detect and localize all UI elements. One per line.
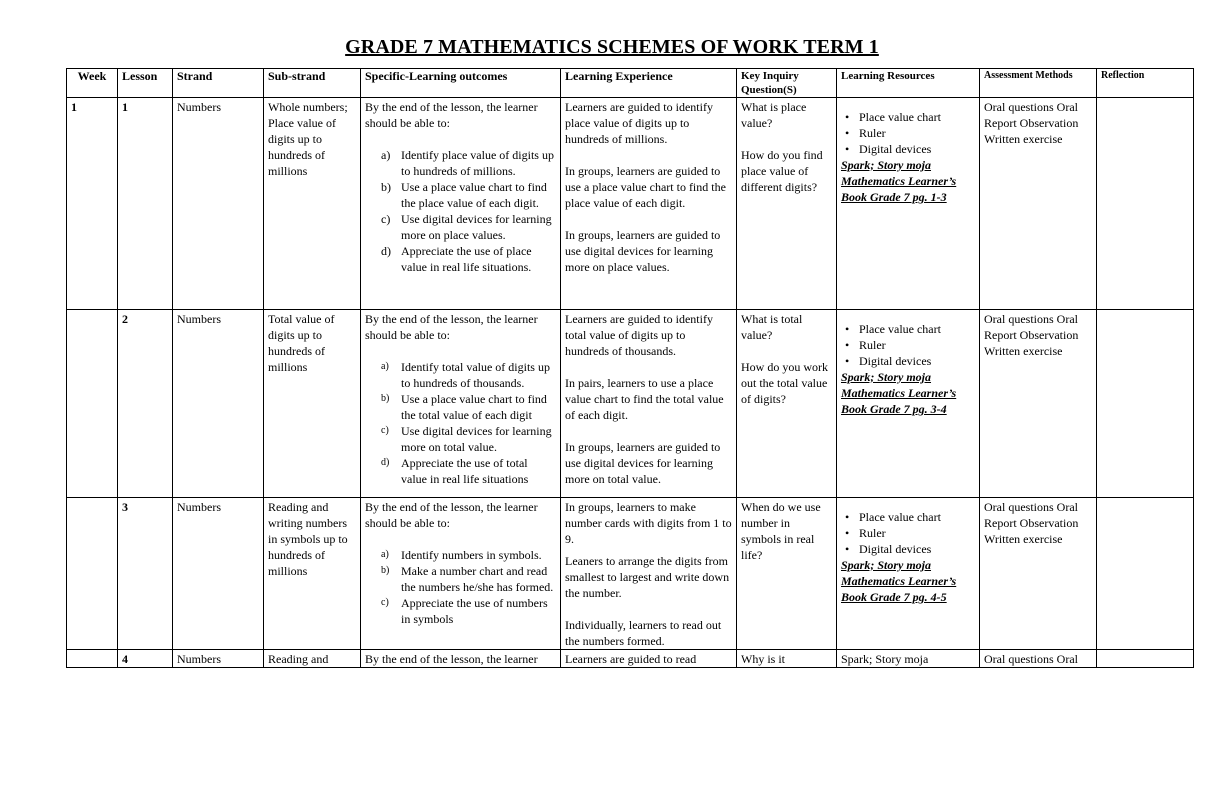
- experience-paragraph: In groups, learners are guided to use digital devices for learning more on total value.: [565, 440, 721, 486]
- textbook-reference: Spark; Story moja Mathematics Learner’s Book Grade 7 pg. 4-5: [841, 558, 957, 604]
- header-reflection: Reflection: [1097, 69, 1194, 98]
- list-item: a) Identify numbers in symbols.: [381, 548, 542, 562]
- inquiry-cell: [737, 310, 837, 498]
- list-item: • Ruler: [859, 525, 975, 541]
- outcomes-list: [365, 359, 556, 487]
- list-item: • Ruler: [859, 125, 975, 141]
- list-item: • Digital devices: [859, 541, 975, 557]
- sub-strand-cell: Reading and writing numbers in symbols up to hundreds of millions: [264, 498, 361, 650]
- experience-cell: Learners are guided to read: [561, 650, 737, 668]
- assessment-cell: Oral questions Oral: [980, 650, 1097, 668]
- list-item: c) Use digital devices for learning more on total value.: [381, 424, 552, 454]
- list-item: c) Appreciate the use of numbers in symbols: [381, 596, 548, 626]
- inquiry-question: How do you work out the total value of digits?: [741, 360, 828, 406]
- header-outcomes: Specific-Learning outcomes: [361, 69, 561, 98]
- experience-paragraph: In pairs, learners to use a place value chart to find the total value of each digit.: [565, 376, 724, 422]
- experience-paragraph: Learners are guided to identify total value of digits up to hundreds of thousands.: [565, 312, 713, 358]
- experience-paragraph: Learners are guided to identify place value of digits up to hundreds of millions.: [565, 100, 713, 146]
- experience-cell: [561, 98, 737, 310]
- list-item: d) Appreciate the use of total value in real life situations: [381, 456, 529, 486]
- header-assessment: Assessment Methods: [980, 69, 1097, 98]
- header-inquiry: Key Inquiry Question(S): [737, 69, 837, 98]
- strand-cell: Numbers: [173, 98, 264, 310]
- header-row: [67, 69, 1194, 98]
- inquiry-cell: Why is it: [737, 650, 837, 668]
- list-item: c) Use digital devices for learning more on place values.: [381, 212, 552, 242]
- assessment-cell: Oral questions Oral Report Observation Written exercise: [980, 98, 1097, 310]
- reflection-cell: [1097, 310, 1194, 498]
- reflection-cell: [1097, 98, 1194, 310]
- textbook-reference: Spark; Story moja Mathematics Learner’s Book Grade 7 pg. 1-3: [841, 158, 957, 204]
- list-item: • Digital devices: [859, 353, 975, 369]
- lesson-cell: 4: [118, 650, 173, 668]
- strand-cell: Numbers: [173, 498, 264, 650]
- list-item: d) Appreciate the use of place value in real life situations.: [381, 244, 532, 274]
- reflection-cell: [1097, 498, 1194, 650]
- header-experience: Learning Experience: [561, 69, 737, 98]
- list-item: • Place value chart: [859, 321, 975, 337]
- outcomes-cell: [361, 310, 561, 498]
- sub-strand-cell: Reading and: [264, 650, 361, 668]
- inquiry-question: What is place value?: [741, 100, 807, 130]
- resources-list: [841, 509, 975, 557]
- outcomes-cell: By the end of the lesson, the learner: [361, 650, 561, 668]
- week-cell: [67, 310, 118, 498]
- assessment-cell: Oral questions Oral Report Observation Written exercise: [980, 310, 1097, 498]
- header-resources: Learning Resources: [837, 69, 980, 98]
- table-row: [67, 498, 1194, 650]
- reflection-cell: [1097, 650, 1194, 668]
- table-row: [67, 98, 1194, 310]
- experience-paragraph: Leaners to arrange the digits from smallest to largest and write down the number.: [565, 554, 730, 600]
- week-cell: [67, 498, 118, 650]
- experience-paragraph: In groups, learners are guided to use a place value chart to find the place value of each digit.: [565, 164, 726, 210]
- scheme-table: [66, 68, 1194, 668]
- table-row: [67, 310, 1194, 498]
- assessment-cell: Oral questions Oral Report Observation Written exercise: [980, 498, 1097, 650]
- list-item: b) Make a number chart and read the numbers he/she has formed.: [381, 564, 554, 594]
- header-sub-strand: Sub-strand: [264, 69, 361, 98]
- list-item: b) Use a place value chart to find the place value of each digit.: [381, 180, 547, 210]
- experience-paragraph: In groups, learners to make number cards with digits from 1 to 9.: [565, 500, 732, 546]
- list-item: a) Identify total value of digits up to hundreds of thousands.: [381, 360, 550, 390]
- lesson-cell: 2: [118, 310, 173, 498]
- outcomes-intro: By the end of the lesson, the learner should be able to:: [365, 312, 538, 342]
- header-strand: Strand: [173, 69, 264, 98]
- inquiry-question: How do you find place value of different digits?: [741, 148, 823, 194]
- resources-cell: [837, 498, 980, 650]
- textbook-reference: Spark; Story moja Mathematics Learner’s Book Grade 7 pg. 3-4: [841, 370, 957, 416]
- experience-cell: [561, 498, 737, 650]
- page-title: GRADE 7 MATHEMATICS SCHEMES OF WORK TERM 1: [345, 36, 879, 58]
- list-item: • Digital devices: [859, 141, 975, 157]
- inquiry-question: When do we use number in symbols in real life?: [741, 500, 821, 562]
- outcomes-intro: By the end of the lesson, the learner should be able to:: [365, 500, 538, 530]
- resources-list: [841, 109, 975, 157]
- outcomes-intro: By the end of the lesson, the learner should be able to:: [365, 100, 538, 130]
- list-item: • Place value chart: [859, 509, 975, 525]
- experience-cell: [561, 310, 737, 498]
- week-cell: [67, 650, 118, 668]
- resources-cell: [837, 98, 980, 310]
- resources-cell: [837, 310, 980, 498]
- strand-cell: Numbers: [173, 650, 264, 668]
- resources-list: [841, 321, 975, 369]
- inquiry-question: What is total value?: [741, 312, 803, 342]
- lesson-cell: 3: [118, 498, 173, 650]
- outcomes-cell: [361, 498, 561, 650]
- sub-strand-cell: Total value of digits up to hundreds of millions: [264, 310, 361, 498]
- list-item: • Ruler: [859, 337, 975, 353]
- strand-cell: Numbers: [173, 310, 264, 498]
- list-item: b) Use a place value chart to find the total value of each digit: [381, 392, 547, 422]
- table-row: [67, 650, 1194, 668]
- inquiry-cell: [737, 498, 837, 650]
- experience-paragraph: Individually, learners to read out the numbers formed.: [565, 618, 722, 648]
- experience-paragraph: In groups, learners are guided to use digital devices for learning more on place values.: [565, 228, 721, 274]
- list-item: • Place value chart: [859, 109, 975, 125]
- outcomes-list: [365, 547, 556, 627]
- resources-cell: Spark; Story moja: [837, 650, 980, 668]
- outcomes-list: [365, 147, 556, 275]
- outcomes-cell: [361, 98, 561, 310]
- week-cell: 1: [67, 98, 118, 310]
- header-lesson: Lesson: [118, 69, 173, 98]
- inquiry-cell: [737, 98, 837, 310]
- header-week: Week: [67, 69, 118, 98]
- list-item: a) Identify place value of digits up to hundreds of millions.: [381, 148, 554, 178]
- sub-strand-cell: Whole numbers; Place value of digits up to hundreds of millions: [264, 98, 361, 310]
- lesson-cell: 1: [118, 98, 173, 310]
